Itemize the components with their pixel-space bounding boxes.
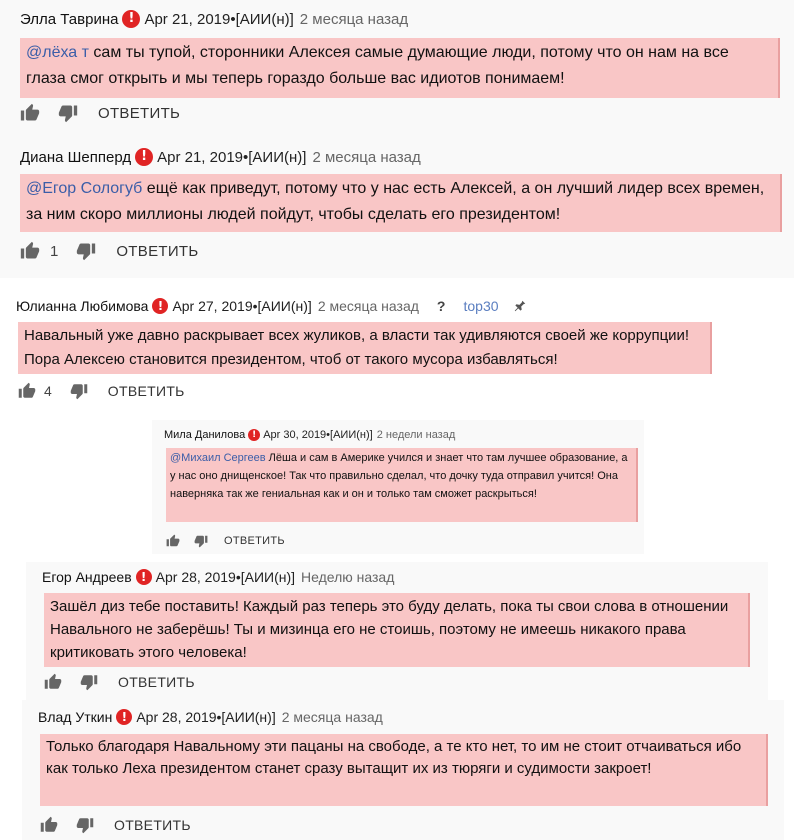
comment-3 [0, 288, 794, 412]
comment-text [18, 322, 712, 374]
reply-button[interactable]: ОТВЕТИТЬ [98, 104, 181, 122]
comment-age[interactable]: 2 месяца назад [299, 10, 409, 28]
thumbs-down-icon[interactable] [76, 816, 94, 834]
exclamation-badge-icon: ! [122, 10, 140, 28]
comment-header [16, 298, 527, 314]
comment-header [20, 148, 421, 166]
thumbs-down-icon[interactable] [76, 241, 96, 261]
comment-actions [40, 816, 191, 834]
comment-text [20, 38, 780, 98]
comment-date: Apr 28, 2019•[АИИ(н)] [155, 569, 296, 585]
thumbs-up-icon[interactable] [166, 534, 180, 548]
thumbs-down-icon[interactable] [194, 534, 208, 548]
author-name[interactable]: Мила Данилова [164, 429, 246, 441]
thumbs-up-icon[interactable] [20, 103, 40, 123]
author-name[interactable]: Элла Таврина [20, 10, 119, 28]
comment-actions [20, 103, 180, 123]
author-name[interactable]: Юлианна Любимова [16, 298, 149, 314]
comment-age[interactable]: 2 месяца назад [317, 298, 419, 314]
reply-button[interactable]: ОТВЕТИТЬ [114, 817, 191, 833]
comment-actions [44, 673, 195, 691]
exclamation-badge-icon: ! [135, 148, 153, 166]
reply-button[interactable]: ОТВЕТИТЬ [116, 242, 199, 260]
comment-header [20, 10, 408, 28]
exclamation-badge-icon: ! [248, 429, 260, 441]
thumbs-down-icon[interactable] [58, 103, 78, 123]
like-count: 4 [44, 383, 52, 399]
comment-2 [0, 140, 794, 278]
exclamation-badge-icon: ! [136, 569, 152, 585]
comment-date: Apr 21, 2019•[АИИ(н)] [144, 10, 294, 28]
thumbs-up-icon[interactable] [18, 382, 36, 400]
top30-label[interactable]: top30 [463, 298, 499, 314]
comment-age[interactable]: 2 недели назад [376, 429, 456, 441]
comment-date: Apr 28, 2019•[АИИ(н)] [136, 709, 276, 725]
comment-date: Apr 27, 2019•[АИИ(н)] [172, 298, 312, 314]
pin-icon[interactable] [513, 299, 527, 313]
thumbs-down-icon[interactable] [80, 673, 98, 691]
comment-text-body: ещё как приведут, потому что у нас есть Алексей, а он лучший лидер всех времен, за ним скоро миллионы людей пойдут, чтобы сделать его президентом! [26, 180, 765, 223]
comment-header [42, 569, 394, 585]
comment-actions [166, 534, 285, 548]
question-mark: ? [436, 298, 446, 314]
comment-text-body: Зашёл диз тебе поставить! Каждый раз теперь это буду делать, пока ты свои слова в отношении Навального не заберёшь! Ты и мизинца его не стоишь, поэтому не имеешь никакого права критиковать этого человека! [50, 598, 729, 661]
reply-button[interactable]: ОТВЕТИТЬ [118, 674, 195, 690]
comment-actions [18, 382, 185, 400]
thumbs-up-icon[interactable] [44, 673, 62, 691]
comment-text-body: сам ты тупой, сторонники Алексея самые думающие люди, потому что он нам на все глаза смог открыть и мы теперь гораздо больше вас идиотов понимаем! [26, 44, 729, 87]
comment-6 [22, 700, 784, 840]
comment-age[interactable]: 2 месяца назад [281, 709, 383, 725]
comment-text [40, 734, 768, 806]
thumbs-up-icon[interactable] [20, 241, 40, 261]
author-name[interactable]: Егор Андреев [42, 569, 132, 585]
comment-date: Apr 30, 2019•[АИИ(н)] [263, 429, 373, 441]
author-name[interactable]: Диана Шепперд [20, 148, 132, 166]
comment-age[interactable]: 2 месяца назад [312, 148, 421, 166]
comment-text-body: Только благодаря Навальному эти пацаны на свободе, а те кто нет, то им не стоит отчаиваться ибо как только Леха президентом станет сразу вытащит их из тюряги и судимости закроет! [46, 738, 742, 777]
exclamation-badge-icon: ! [152, 298, 168, 314]
comment-date: Apr 21, 2019•[АИИ(н)] [157, 148, 307, 166]
comment-age[interactable]: Неделю назад [301, 569, 395, 585]
comment-4 [152, 420, 644, 554]
thumbs-up-icon[interactable] [40, 816, 58, 834]
mention-link[interactable]: @Егор Сологуб [26, 180, 143, 197]
reply-button[interactable]: ОТВЕТИТЬ [224, 535, 285, 547]
exclamation-badge-icon: ! [116, 709, 132, 725]
mention-link[interactable]: @лёха т [26, 44, 89, 61]
author-name[interactable]: Влад Уткин [38, 709, 113, 725]
comment-1 [0, 0, 794, 140]
comment-text [20, 174, 782, 232]
comment-text-body: Лёша и сам в Америке учился и знает что там лучшее образование, а у нас оно днищенское! Так что правильно сделал, что дочку туда отправил учится! Она наверняка так же гениальная как и он и только там сможет раскрыться! [170, 452, 628, 500]
comment-actions [20, 241, 199, 261]
comment-text-body: Навальный уже давно раскрывает всех жуликов, а власти так удивляются своей же коррупции! Пора Алексею становится президентом, чтоб от такого мусора избавляться! [24, 327, 690, 368]
comment-text [44, 593, 750, 667]
mention-link[interactable]: @Михаил Сергеев [170, 452, 266, 464]
comment-5 [26, 562, 768, 700]
comment-header [164, 429, 455, 441]
comment-header [38, 709, 383, 725]
reply-button[interactable]: ОТВЕТИТЬ [107, 383, 185, 399]
like-count: 1 [50, 242, 59, 260]
thumbs-down-icon[interactable] [70, 382, 88, 400]
comment-text [166, 448, 638, 522]
